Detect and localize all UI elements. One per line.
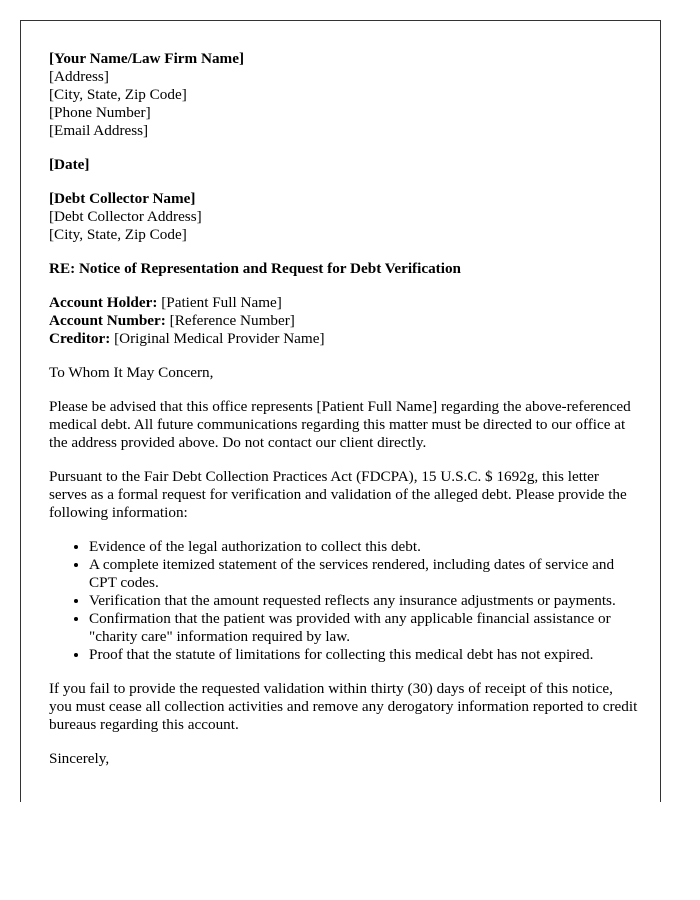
letter-content: [49, 50, 639, 784]
account-holder-value: [Patient Full Name]: [161, 294, 282, 311]
deadline-paragraph: If you fail to provide the requested validation within thirty (30) days of receipt of this notice, you must cease all collection activities and remove any derogatory information reported to credit bureaus regarding this account.: [49, 680, 638, 733]
recipient-address: [Debt Collector Address]: [49, 208, 202, 225]
recipient-city-state-zip: [City, State, Zip Code]: [49, 226, 187, 243]
sender-email: [Email Address]: [49, 122, 149, 139]
request-paragraph: Pursuant to the Fair Debt Collection Practices Act (FDCPA), 15 U.S.C. $ 1692g, this letter serves as a formal request for verification and validation of the alleged debt. Please provide the following information:: [49, 468, 627, 521]
account-number-value: [Reference Number]: [169, 312, 295, 329]
account-number-row: [49, 312, 639, 330]
salutation: To Whom It May Concern,: [49, 364, 214, 381]
subject-line: RE: Notice of Representation and Request for Debt Verification: [49, 260, 461, 277]
sender-name: [Your Name/Law Firm Name]: [49, 50, 245, 67]
list-item: • Evidence of the legal authorization to collect this debt.: [89, 538, 639, 556]
creditor-row: [49, 330, 639, 348]
date-block: [49, 156, 639, 174]
representation-paragraph: Please be advised that this office represents [Patient Full Name] regarding the above-referenced medical debt. All future communications regarding this matter must be directed to our office at the address provided above. Do not contact our client directly.: [49, 398, 631, 451]
list-item: • Proof that the statute of limitations for collecting this medical debt has not expired.: [89, 646, 639, 664]
recipient-block: [49, 190, 639, 244]
letter-date: [Date]: [49, 156, 90, 173]
recipient-name: [Debt Collector Name]: [49, 190, 196, 207]
requested-items-list: [49, 538, 639, 664]
account-holder-label: Account Holder:: [49, 294, 158, 311]
creditor-value: [Original Medical Provider Name]: [114, 330, 325, 347]
account-details: [49, 294, 639, 348]
account-holder-row: [49, 294, 639, 312]
sender-city-state-zip: [City, State, Zip Code]: [49, 86, 187, 103]
letter-page: [20, 20, 661, 802]
list-item: • Verification that the amount requested reflects any insurance adjustments or payments.: [89, 592, 639, 610]
sender-block: [49, 50, 639, 140]
sender-phone: [Phone Number]: [49, 104, 151, 121]
list-item: • A complete itemized statement of the services rendered, including dates of service and CPT codes.: [89, 556, 639, 592]
account-number-label: Account Number:: [49, 312, 166, 329]
creditor-label: Creditor:: [49, 330, 111, 347]
subject-block: [49, 260, 639, 278]
sender-address: [Address]: [49, 68, 109, 85]
closing: Sincerely,: [49, 750, 110, 767]
list-item: • Confirmation that the patient was provided with any applicable financial assistance or "charity care" information required by law.: [89, 610, 639, 646]
